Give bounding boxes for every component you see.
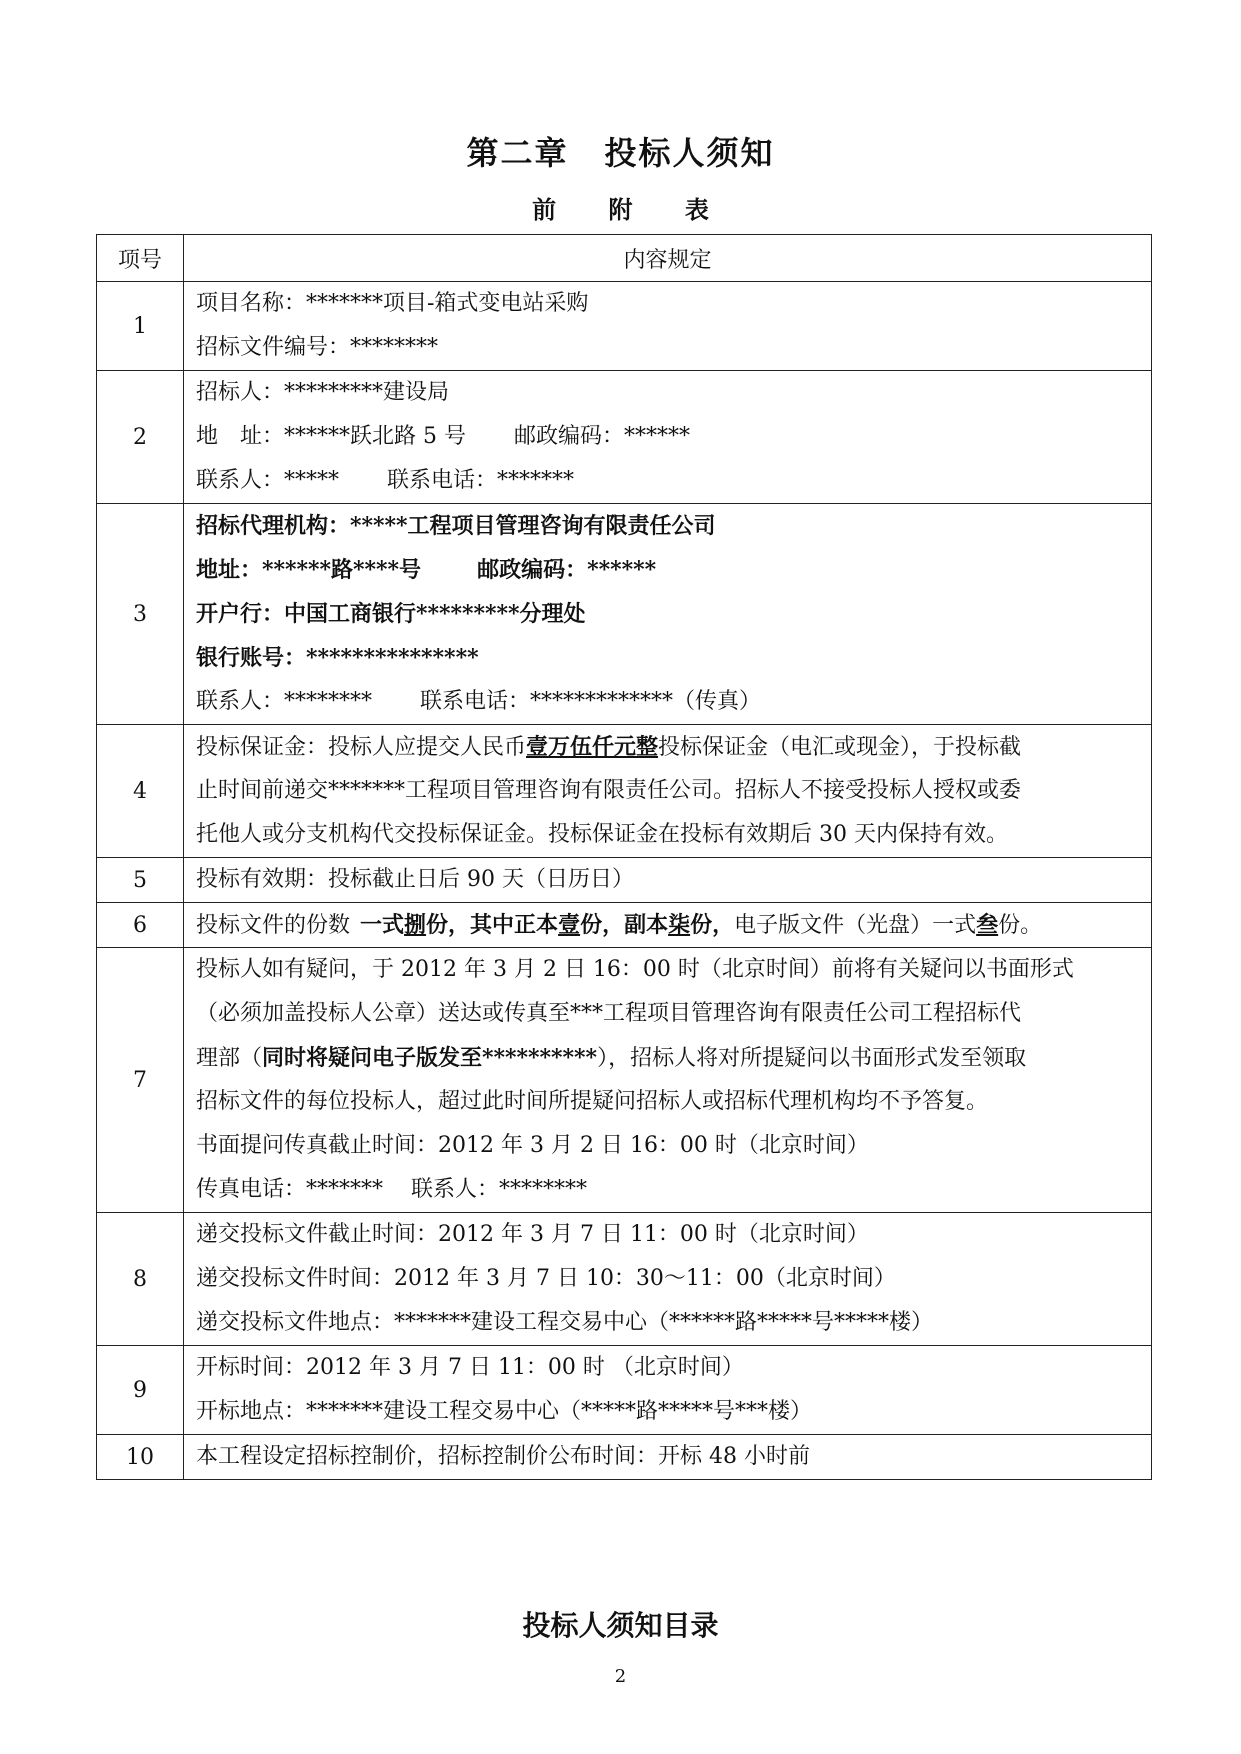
- table-row: [97, 371, 1152, 504]
- bid-bond-text: 投标保证金：投标人应提交人民币: [196, 735, 527, 760]
- agency-phone: 联系电话：*************（传真）: [420, 689, 762, 714]
- copies-label: 投标文件的份数: [196, 913, 351, 938]
- agency-account: 银行账号：***************: [196, 645, 479, 671]
- header-item-number: 项号: [97, 235, 184, 282]
- row-content: [184, 371, 1152, 504]
- bid-bond-line-1: [196, 725, 1143, 769]
- row-number: 1: [97, 282, 184, 371]
- question-deadline: 书面提问传真截止时间：2012 年 3 月 2 日 16：00 时（北京时间）: [196, 1133, 869, 1158]
- copies-total: 捌: [404, 912, 427, 938]
- tenderer-contact-line: [196, 459, 1143, 503]
- table-row: [97, 1346, 1152, 1435]
- row-number: 9: [97, 1346, 184, 1435]
- table-row: [97, 1213, 1152, 1346]
- project-name: 项目名称：*******项目-箱式变电站采购: [196, 291, 589, 316]
- row-content: [184, 903, 1152, 948]
- question-line-3: [196, 1036, 1143, 1080]
- row-content: [184, 1213, 1152, 1346]
- copies-text: 电子版文件（光盘）一式: [734, 913, 977, 938]
- row-content: [184, 948, 1152, 1213]
- agency-name: 招标代理机构：*****工程项目管理咨询有限责任公司: [196, 513, 716, 539]
- opening-time: 开标时间：2012 年 3 月 7 日 11：00 时 （北京时间）: [196, 1355, 744, 1380]
- bid-bond-text: 投标保证金（电汇或现金），于投标截: [658, 735, 1022, 760]
- tenderer-phone: 联系电话：*******: [387, 468, 575, 493]
- control-price: 本工程设定招标控制价，招标控制价公布时间：开标 48 小时前: [196, 1444, 810, 1469]
- agency-address-line: [196, 548, 1143, 592]
- header-content: 内容规定: [184, 235, 1152, 282]
- page-number: 2: [614, 1666, 627, 1687]
- chapter-title: [0, 128, 1241, 174]
- table-row: [97, 282, 1152, 371]
- chapter-name: 投标人须知: [604, 134, 775, 172]
- copies-text: 份。: [998, 913, 1043, 938]
- question-line-1: 投标人如有疑问，于 2012 年 3 月 2 日 16：00 时（北京时间）前将有关疑问以书面形式: [196, 957, 1074, 982]
- row-number: 4: [97, 725, 184, 858]
- opening-location: 开标地点：*******建设工程交易中心（*****路*****号***楼）: [196, 1399, 813, 1424]
- row-content: [184, 504, 1152, 725]
- agency-contact-line: [196, 680, 1143, 724]
- row-content: [184, 1346, 1152, 1435]
- agency-contact: 联系人：********: [196, 689, 373, 714]
- question-fax-line: [196, 1168, 1143, 1212]
- question-line-2: （必须加盖投标人公章）送达或传真至***工程项目管理咨询有限责任公司工程招标代: [196, 1001, 1022, 1026]
- table-row: [97, 1435, 1152, 1480]
- question-email-note: 同时将疑问电子版发至**********: [262, 1045, 598, 1071]
- row-number: 7: [97, 948, 184, 1213]
- copies-electronic: 叁: [976, 912, 999, 938]
- copies-original: 壹: [558, 912, 581, 938]
- row-number: 10: [97, 1435, 184, 1480]
- tenderer: 招标人：*********建设局: [196, 380, 450, 405]
- submission-time: 递交投标文件时间：2012 年 3 月 7 日 10：30～11：00（北京时间）: [196, 1266, 896, 1291]
- row-content: [184, 858, 1152, 903]
- table-row: [97, 504, 1152, 725]
- table-row: [97, 725, 1152, 858]
- tender-doc-number: 招标文件编号：********: [196, 335, 439, 360]
- copies-line: [196, 903, 1143, 947]
- question-text: ），招标人将对所提疑问以书面形式发至领取: [597, 1046, 1027, 1071]
- tenderer-address: 地 址：******跃北路 5 号: [196, 424, 466, 449]
- copies-text: 份，: [690, 912, 735, 938]
- copies-text: 份，其中正本: [426, 912, 559, 938]
- table-row: [97, 948, 1152, 1213]
- row-number: 2: [97, 371, 184, 504]
- copies-text: 份，副本: [580, 912, 669, 938]
- submission-deadline: 递交投标文件截止时间：2012 年 3 月 7 日 11：00 时（北京时间）: [196, 1222, 869, 1247]
- agency-bank: 开户行：中国工商银行*********分理处: [196, 601, 586, 627]
- table-row: [97, 903, 1152, 948]
- row-number: 8: [97, 1213, 184, 1346]
- tenderer-contact: 联系人：*****: [196, 468, 340, 493]
- row-number: 5: [97, 858, 184, 903]
- bid-validity: 投标有效期：投标截止日后 90 天（日历日）: [196, 867, 634, 892]
- row-content: [184, 1435, 1152, 1480]
- bid-bond-line-2: 止时间前递交*******工程项目管理咨询有限责任公司。招标人不接受投标人授权或委: [196, 778, 1022, 803]
- copies-duplicate: 柒: [668, 912, 691, 938]
- question-text: 理部（: [196, 1046, 263, 1071]
- copies-text: 一式: [360, 912, 405, 938]
- row-content: [184, 282, 1152, 371]
- question-contact: 联系人：********: [411, 1177, 588, 1202]
- table-title: 前 附 表: [532, 195, 731, 224]
- agency-postcode: 邮政编码：******: [477, 557, 657, 583]
- agency-address: 地址：******路****号: [196, 557, 422, 583]
- bid-bond-line-3: 托他人或分支机构代交投标保证金。投标保证金在投标有效期后 30 天内保持有效。: [196, 822, 1008, 847]
- row-number: 3: [97, 504, 184, 725]
- question-fax: 传真电话：*******: [196, 1177, 384, 1202]
- tenderer-postcode: 邮政编码：******: [513, 424, 690, 449]
- bid-bond-amount: 壹万伍仟元整: [526, 734, 659, 760]
- tenderer-address-line: [196, 415, 1143, 459]
- row-content: [184, 725, 1152, 858]
- table-header-row: [97, 235, 1152, 282]
- toc-title: 投标人须知目录: [522, 1609, 719, 1642]
- chapter-number: 第二章: [466, 134, 569, 172]
- question-line-4: 招标文件的每位投标人，超过此时间所提疑问招标人或招标代理机构均不予答复。: [196, 1089, 989, 1114]
- table-row: [97, 858, 1152, 903]
- submission-location: 递交投标文件地点：*******建设工程交易中心（******路*****号*****楼）: [196, 1310, 934, 1335]
- row-number: 6: [97, 903, 184, 948]
- annex-table: [96, 234, 1152, 1480]
